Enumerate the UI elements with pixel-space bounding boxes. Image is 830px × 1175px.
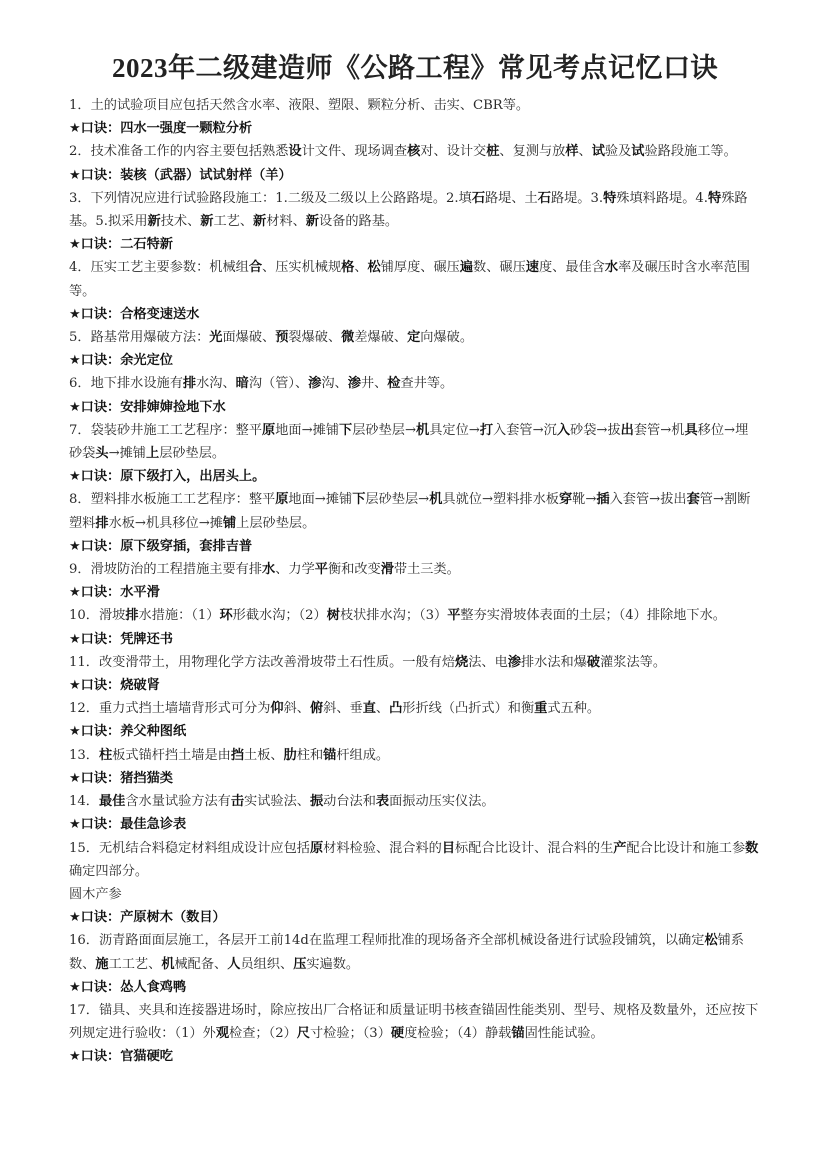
body-text: 15．无机结合料稳定材料组成设计应包括 <box>69 840 310 856</box>
body-text: 、压实机械规 <box>262 260 342 276</box>
emphasis-text: 观 <box>215 1026 230 1042</box>
body-text: 殊填料路堤。4. <box>616 190 708 206</box>
mnemonic-line <box>69 813 761 836</box>
emphasis-text: 排 <box>182 376 197 392</box>
body-text: 斜、 <box>283 701 310 717</box>
mnemonic-line <box>69 1045 761 1068</box>
mnemonic-line <box>69 976 761 999</box>
knowledge-point <box>69 604 761 627</box>
body-text: 层砂垫层→ <box>365 492 430 508</box>
document-title: 2023年二级建造师《公路工程》常见考点记忆口诀 <box>112 53 718 83</box>
star-icon: ★ <box>69 678 81 694</box>
body-text: 排水法和爆 <box>520 654 587 670</box>
body-text: 层砂垫层→ <box>352 422 417 438</box>
knowledge-point <box>69 187 761 233</box>
star-icon: ★ <box>69 399 81 415</box>
body-text: 2．技术准备工作的内容主要包括熟悉 <box>69 144 289 160</box>
body-text: 含水量试验方法有 <box>125 794 231 810</box>
emphasis-text: 口诀：凭牌还书 <box>80 631 173 647</box>
body-text: 柱和 <box>296 747 324 763</box>
emphasis-text: 口诀：原下级穿插，套排吉普 <box>80 538 253 554</box>
knowledge-point <box>69 837 761 883</box>
body-text: 式五种。 <box>547 701 601 717</box>
emphasis-text: 核 <box>407 144 421 160</box>
body-text: 水措施：（1） <box>138 608 220 624</box>
emphasis-text: 上 <box>146 446 160 462</box>
body-text: 寸检验；（3） <box>309 1026 391 1042</box>
emphasis-text: 预 <box>275 330 289 346</box>
emphasis-text: 穿 <box>558 492 573 508</box>
body-text: 具定位→ <box>429 422 480 438</box>
emphasis-text: 新 <box>253 214 267 230</box>
emphasis-text: 速 <box>525 260 539 276</box>
body-text: 、力学 <box>275 562 315 578</box>
star-icon: ★ <box>69 910 81 926</box>
emphasis-text: 石 <box>471 190 485 206</box>
body-text: 5．路基常用爆破方法： <box>69 330 210 346</box>
body-text: 灌浆法等。 <box>600 654 667 670</box>
star-icon: ★ <box>69 237 81 253</box>
emphasis-text: 下 <box>352 492 366 508</box>
emphasis-text: 松 <box>704 933 718 949</box>
knowledge-point <box>69 94 761 117</box>
emphasis-text: 原 <box>275 492 289 508</box>
body-text: 入套管→拔出 <box>609 492 687 508</box>
emphasis-text: 机 <box>429 492 443 508</box>
knowledge-point <box>69 488 761 534</box>
body-text: 层砂垫层。 <box>159 446 226 462</box>
body-text: 、复测与放 <box>499 144 566 160</box>
emphasis-text: 渗 <box>308 376 322 392</box>
body-text: 铺系数、 <box>69 933 744 972</box>
body-text: 材料检验、混合料的 <box>323 840 442 856</box>
body-text: 整夯实滑坡体表面的土层；（4）排除地下水。 <box>460 608 726 624</box>
body-text: 法、电 <box>468 654 508 670</box>
emphasis-text: 平 <box>314 562 328 578</box>
emphasis-text: 锚 <box>511 1026 525 1042</box>
body-text: 8．塑料排水板施工工艺程序：整平 <box>69 492 276 508</box>
body-text: 、 <box>578 144 592 160</box>
knowledge-point <box>69 697 761 720</box>
star-icon: ★ <box>69 724 81 740</box>
emphasis-text: 口诀：水平滑 <box>80 585 160 601</box>
emphasis-text: 光 <box>209 330 223 346</box>
body-text: 设备的路基。 <box>318 214 399 230</box>
emphasis-text: 口诀：原下级打入，出居头上。 <box>80 469 266 485</box>
body-text: 实遍数。 <box>306 956 360 972</box>
body-text: 差爆破、 <box>354 330 408 346</box>
mnemonic-line <box>69 581 761 604</box>
emphasis-text: 口诀：烧破肾 <box>80 678 160 694</box>
body-text: 靴→ <box>572 492 597 508</box>
body-text: 铺厚度、碾压 <box>380 260 460 276</box>
emphasis-text: 检 <box>387 376 401 392</box>
body-text: 面爆破、 <box>222 330 276 346</box>
body-text: 计文件、现场调查 <box>301 144 408 160</box>
emphasis-text: 口诀：猪挡猫类 <box>80 770 173 786</box>
emphasis-text: 试 <box>631 144 645 160</box>
emphasis-text: 桩 <box>486 144 500 160</box>
knowledge-point <box>69 790 761 813</box>
emphasis-text: 渗 <box>507 654 521 670</box>
body-text: 入套管→沉 <box>493 422 557 438</box>
emphasis-text: 新 <box>147 214 161 230</box>
body-text: 13． <box>69 747 99 763</box>
body-text: 工艺、 <box>213 214 254 230</box>
emphasis-text: 挡 <box>230 747 245 763</box>
emphasis-text: 下 <box>339 422 353 438</box>
body-text: 具就位→塑料排水板 <box>442 492 559 508</box>
body-text: 沟、 <box>321 376 348 392</box>
emphasis-text: 肋 <box>283 747 297 763</box>
emphasis-text: 口诀：合格变速送水 <box>80 306 200 322</box>
body-text: 沟（管）、 <box>248 376 309 392</box>
mnemonic-line <box>69 767 761 790</box>
emphasis-text: 人 <box>227 956 241 972</box>
emphasis-text: 击 <box>230 794 245 810</box>
body-text: 10．滑坡 <box>69 608 126 624</box>
star-icon: ★ <box>69 538 81 554</box>
body-text: 材料、 <box>266 214 306 230</box>
emphasis-text: 口诀：官猫硬吃 <box>80 1049 173 1065</box>
mnemonic-line <box>69 164 761 187</box>
knowledge-point <box>69 326 761 349</box>
body-text: 16．沥青路面面层施工，各层开工前14d在监理工程师批准的现场备齐全部机械设备进行试验段铺筑，以确定 <box>69 933 705 949</box>
emphasis-text: 振 <box>309 794 324 810</box>
emphasis-text: 俯 <box>309 701 324 717</box>
emphasis-text: 排 <box>95 515 109 531</box>
emphasis-text: 压 <box>293 956 307 972</box>
mnemonic-line <box>69 906 761 929</box>
emphasis-text: 石 <box>537 190 551 206</box>
knowledge-point <box>69 256 761 302</box>
emphasis-text: 树 <box>326 608 340 624</box>
body-text: 杆组成。 <box>336 747 390 763</box>
emphasis-text: 口诀：四水一强度一颗粒分析 <box>80 121 253 137</box>
emphasis-text: 铺 <box>222 515 237 531</box>
star-icon: ★ <box>69 979 81 995</box>
emphasis-text: 出 <box>620 422 634 438</box>
mnemonic-line <box>69 349 761 372</box>
star-icon: ★ <box>69 353 81 369</box>
emphasis-text: 滑 <box>380 562 394 578</box>
emphasis-text: 机 <box>161 956 175 972</box>
emphasis-text: 原 <box>309 840 324 856</box>
star-icon: ★ <box>69 167 81 183</box>
body-text: 砂袋→拔 <box>570 422 621 438</box>
emphasis-text: 机 <box>416 422 430 438</box>
body-text: 7．袋装砂井施工工艺程序：整平 <box>69 422 263 438</box>
body-text: 11．改变滑带土，用物理化学方法改善滑坡带土石性质。一般有焙 <box>69 654 456 670</box>
emphasis-text: 格 <box>341 260 355 276</box>
emphasis-text: 产 <box>613 840 627 856</box>
body-text: 3．下列情况应进行试验路段施工：1.二级及二级以上公路路堤。2.填 <box>69 190 472 206</box>
mnemonic-line <box>69 674 761 697</box>
body-text: 圆木产参 <box>69 886 122 902</box>
emphasis-text: 目 <box>441 840 456 856</box>
mnemonic-line <box>69 396 761 419</box>
body-text: 管→割断塑料 <box>69 492 751 531</box>
document-body <box>69 94 761 1069</box>
emphasis-text: 直 <box>362 701 376 717</box>
body-text: 井、 <box>360 376 388 392</box>
body-text: 路堤。3. <box>550 190 604 206</box>
star-icon: ★ <box>69 1049 81 1065</box>
knowledge-point <box>69 372 761 395</box>
emphasis-text: 水 <box>604 260 619 276</box>
knowledge-point <box>69 883 761 906</box>
body-text: 带土三类。 <box>393 562 460 578</box>
emphasis-text: 设 <box>288 144 302 160</box>
mnemonic-line <box>69 303 761 326</box>
body-text: 地面→摊铺 <box>275 422 340 438</box>
body-text: 验路段施工等。 <box>644 144 737 160</box>
body-text: 验及 <box>604 144 632 160</box>
emphasis-text: 微 <box>341 330 355 346</box>
body-text: 水沟、 <box>196 376 236 392</box>
body-text: 标配合比设计、混合料的生 <box>455 840 614 856</box>
star-icon: ★ <box>69 585 81 601</box>
emphasis-text: 环 <box>219 608 233 624</box>
emphasis-text: 口诀：最佳急诊表 <box>80 817 187 833</box>
emphasis-text: 头 <box>95 446 109 462</box>
body-text: 套管→机 <box>633 422 685 438</box>
star-icon: ★ <box>69 306 81 322</box>
emphasis-text: 口诀：养父种图纸 <box>80 724 187 740</box>
body-text: 1．土的试验项目应包括天然含水率、液限、塑限、颗粒分析、击实、CBR等。 <box>69 98 530 113</box>
star-icon: ★ <box>69 121 81 137</box>
emphasis-text: 施 <box>95 956 109 972</box>
mnemonic-line <box>69 117 761 140</box>
emphasis-text: 数 <box>745 840 759 856</box>
body-text: 固性能试验。 <box>524 1026 604 1042</box>
body-text: 斜、垂 <box>323 701 363 717</box>
star-icon: ★ <box>69 469 81 485</box>
body-text: 度检验；（4）静载 <box>404 1026 512 1042</box>
star-icon: ★ <box>69 770 81 786</box>
emphasis-text: 水 <box>262 562 276 578</box>
mnemonic-line <box>69 628 761 651</box>
mnemonic-line <box>69 233 761 256</box>
emphasis-text: 仰 <box>270 701 284 717</box>
emphasis-text: 样 <box>565 144 579 160</box>
emphasis-text: 合 <box>248 260 263 276</box>
emphasis-text: 烧 <box>455 654 469 670</box>
body-text: 员组织、 <box>240 956 294 972</box>
emphasis-text: 松 <box>367 260 381 276</box>
knowledge-point <box>69 744 761 767</box>
body-text: 路堤、土 <box>485 190 538 206</box>
emphasis-text: 平 <box>447 608 461 624</box>
emphasis-text: 破 <box>586 654 601 670</box>
emphasis-text: 打 <box>479 422 494 438</box>
body-text: 度、最佳含 <box>538 260 605 276</box>
body-text: 确定四部分。 <box>69 863 149 879</box>
emphasis-text: 口诀：二石特新 <box>80 237 173 253</box>
knowledge-point <box>69 558 761 581</box>
star-icon: ★ <box>69 631 81 647</box>
emphasis-text: 暗 <box>235 376 249 392</box>
body-text: 上层砂垫层。 <box>236 515 316 531</box>
body-text: 、 <box>375 701 390 717</box>
body-text: 查井等。 <box>400 376 454 392</box>
mnemonic-line <box>69 535 761 558</box>
mnemonic-line <box>69 720 761 743</box>
emphasis-text: 试 <box>591 144 605 160</box>
body-text: 形折线（凸折式）和衡 <box>402 701 535 717</box>
body-text: 地面→摊铺 <box>288 492 353 508</box>
body-text: 板式锚杆挡土墙是由 <box>112 747 231 763</box>
body-text: 移位→埋砂袋 <box>69 422 749 462</box>
body-text: 12．重力式挡土墙墙背形式可分为 <box>69 701 271 717</box>
body-text: 动台法和 <box>323 794 376 810</box>
knowledge-point <box>69 929 761 975</box>
body-text: 裂爆破、 <box>288 330 342 346</box>
body-text: 衡和改变 <box>327 562 381 578</box>
emphasis-text: 遍 <box>459 260 474 276</box>
knowledge-point <box>69 999 761 1045</box>
emphasis-text: 硬 <box>390 1026 405 1042</box>
body-text: 械配备、 <box>174 956 228 972</box>
knowledge-point <box>69 651 761 674</box>
emphasis-text: 新 <box>200 214 214 230</box>
body-text: 14． <box>69 794 99 810</box>
body-text: 检查；（2） <box>229 1026 297 1042</box>
emphasis-text: 插 <box>596 492 610 508</box>
body-text: 实试验法、 <box>244 794 310 810</box>
emphasis-text: 口诀：余光定位 <box>80 353 173 369</box>
body-text: 面振动压实仪法。 <box>389 794 495 810</box>
emphasis-text: 渗 <box>347 376 361 392</box>
knowledge-point <box>69 419 761 465</box>
emphasis-text: 口诀：安排婶婶捡地下水 <box>80 399 226 415</box>
emphasis-text: 特 <box>708 190 722 206</box>
body-text: 殊路基。5.拟采用 <box>69 190 748 230</box>
emphasis-text: 表 <box>375 794 390 810</box>
emphasis-text: 具 <box>684 422 698 438</box>
emphasis-text: 口诀：产原树木（数目） <box>80 910 226 926</box>
body-text: 4．压实工艺主要参数：机械组 <box>69 260 249 276</box>
knowledge-point <box>69 140 761 163</box>
body-text: 枝状排水沟；（3） <box>339 608 448 624</box>
body-text: 率及碾压时含水率范围等。 <box>69 260 750 299</box>
body-text: 6．地下排水设施有 <box>69 376 183 392</box>
body-text: 向爆破。 <box>420 330 474 346</box>
emphasis-text: 柱 <box>98 747 113 763</box>
emphasis-text: 定 <box>407 330 421 346</box>
emphasis-text: 原 <box>262 422 276 438</box>
emphasis-text: 锚 <box>323 747 337 763</box>
emphasis-text: 排 <box>125 608 139 624</box>
emphasis-text: 口诀：怂人食鸡鸭 <box>80 979 187 995</box>
body-text: 工工艺、 <box>108 956 162 972</box>
body-text: 形截水沟；（2） <box>232 608 327 624</box>
body-text: 技术、 <box>160 214 201 230</box>
emphasis-text: 新 <box>305 214 319 230</box>
emphasis-text: 入 <box>556 422 571 438</box>
emphasis-text: 尺 <box>296 1026 310 1042</box>
mnemonic-line <box>69 465 761 488</box>
body-text: 17．锚具、夹具和连接器进场时，除应按出厂合格证和质量证明书核查锚固性能类别、型号、规格及数量外，还应按下列规定进行验收：（1）外 <box>69 1002 759 1042</box>
star-icon: ★ <box>69 817 81 833</box>
emphasis-text: 重 <box>534 701 548 717</box>
body-text: 、 <box>354 260 368 276</box>
emphasis-text: 套 <box>686 492 700 508</box>
body-text: →摊铺 <box>108 446 146 462</box>
emphasis-text: 特 <box>603 190 617 206</box>
body-text: 配合比设计和施工参 <box>626 840 746 856</box>
body-text: 数、碾压 <box>473 260 526 276</box>
body-text: 对、设计交 <box>420 144 487 160</box>
body-text: 土板、 <box>244 747 284 763</box>
body-text: 9．滑坡防治的工程措施主要有排 <box>69 562 263 578</box>
emphasis-text: 最佳 <box>98 794 126 810</box>
emphasis-text: 凸 <box>389 701 403 717</box>
body-text: 水板→机具移位→摊 <box>108 515 223 531</box>
emphasis-text: 口诀：装核（武器）试试射样（羊） <box>80 167 292 183</box>
